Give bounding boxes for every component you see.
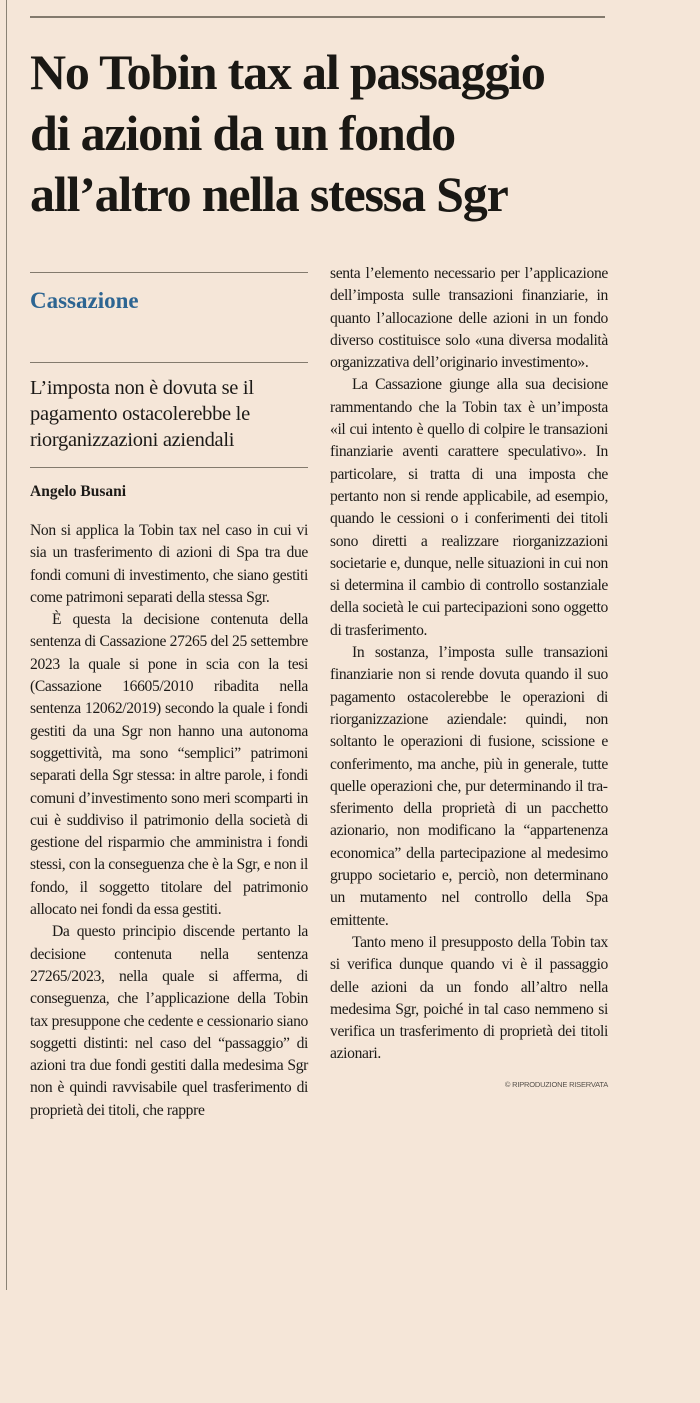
body-paragraph: È questa la decisione contenuta della sentenza di Cassazione 27265 del 25 settembre 2023 la quale si pone in scia con la tesi (Cassazione 16605/2010 ribadita nella sentenza 12062/2019) secondo la quale i fondi gestiti da una Sgr non hanno una autonoma soggettività, ma sono “semplici” patrimoni separati della Sgr stessa: in altre parole, i fondi comuni d’investimento sono meri scomparti in cui è suddiviso il patrimonio della società di gestione del risparmio che amministra i fondi stessi, con la conseguenza che è la Sgr, e non il fondo, il soggetto titolare del patrimonio allocato nei fondi da essa gestiti.: [30, 611, 308, 919]
column-divider-left: [6, 0, 7, 1290]
section-kicker: Cassazione: [30, 288, 139, 313]
summary: L’imposta non è dovuta se il pagamento ostacolerebbe le riorganizzazioni aziendali: [30, 377, 254, 451]
headline: [30, 42, 630, 225]
body-paragraph: Da questo principio discende pertanto la decisione contenuta nella sentenza 27265/2023, nella quale si afferma, di conseguenza, che l’applicazione della Tobin tax presuppone che cedente e cessionario siano soggetti distinti: nel caso del “passaggio” di azioni tra due fondi gestiti dalla medesima Sgr non è quindi ravvisabile quel trasferimento di proprietà dei titoli, che rappre: [30, 923, 308, 1119]
right-column: [330, 263, 608, 1089]
article-body-right: [330, 263, 608, 1066]
body-paragraph: La Cassazione giunge alla sua decisione rammentando che la Tobin tax è un’imposta «il cui intento è quello di colpire le transazioni finanziarie aventi carattere speculativo». In particolare, si tratta di una imposta che pertanto non si rende applicabile, ad esempio, quando le cessioni o i conferimenti dei titoli sono diretti a realizzare riorganizzazioni societarie e, dunque, nelle situazioni in cui non si determina il cambio di controllo sostanziale della società le cui partecipazioni sono oggetto di trasferimento.: [330, 376, 608, 639]
kicker-top-rule: [30, 272, 308, 273]
body-paragraph: Non si applica la Tobin tax nel caso in cui vi sia un trasferimento di azioni di Spa tra due fondi comuni di investimento, che siano gestiti come patrimoni separati della stessa Sgr.: [30, 522, 308, 606]
headline-line: di azioni da un fondo: [30, 105, 455, 161]
body-paragraph: Tanto meno il presupposto della Tobin tax si verifica dunque quando vi è il passaggio delle azioni da un fondo all’altro nella medesima Sgr, poiché in tal caso nemmeno si verifica un trasferimento di proprietà dei titoli azionari.: [330, 933, 608, 1063]
left-column: [30, 272, 308, 1122]
copyright-notice: © RIPRODUZIONE RISERVATA: [504, 1079, 608, 1089]
byline-author: Angelo Busani: [30, 483, 127, 500]
body-paragraph: senta l’elemento necessario per l’applicazione dell’imposta sulle transazioni finanziarie, in quanto l’allocazione delle azioni in un fondo diverso costituisce solo «una diversa modalità organizzativa dell’originario investimento».: [330, 265, 608, 372]
byline-top-rule: [30, 467, 308, 468]
body-paragraph: In sostanza, l’imposta sulle transazioni finanziarie non si rende dovuta quando il suo pagamento ostacolerebbe le operazioni di riorganizzazione aziendale: quindi, non soltanto le operazioni di fusione, scissione e conferimento, ma anche, più in generale, tutte quelle operazioni che, pur determinando il trasferimento della proprietà di un pacchetto azionario, non modificano la “appartenenza economica” della partecipazione al medesimo gruppo societario e, perciò, non determinano un mutamento nel controllo della Spa emittente.: [330, 644, 608, 929]
summary-top-rule: [30, 362, 308, 363]
headline-line: all’altro nella stessa Sgr: [30, 166, 508, 222]
article-body-left: [30, 520, 308, 1122]
headline-line: No Tobin tax al passaggio: [30, 44, 545, 100]
top-rule: [30, 16, 605, 18]
